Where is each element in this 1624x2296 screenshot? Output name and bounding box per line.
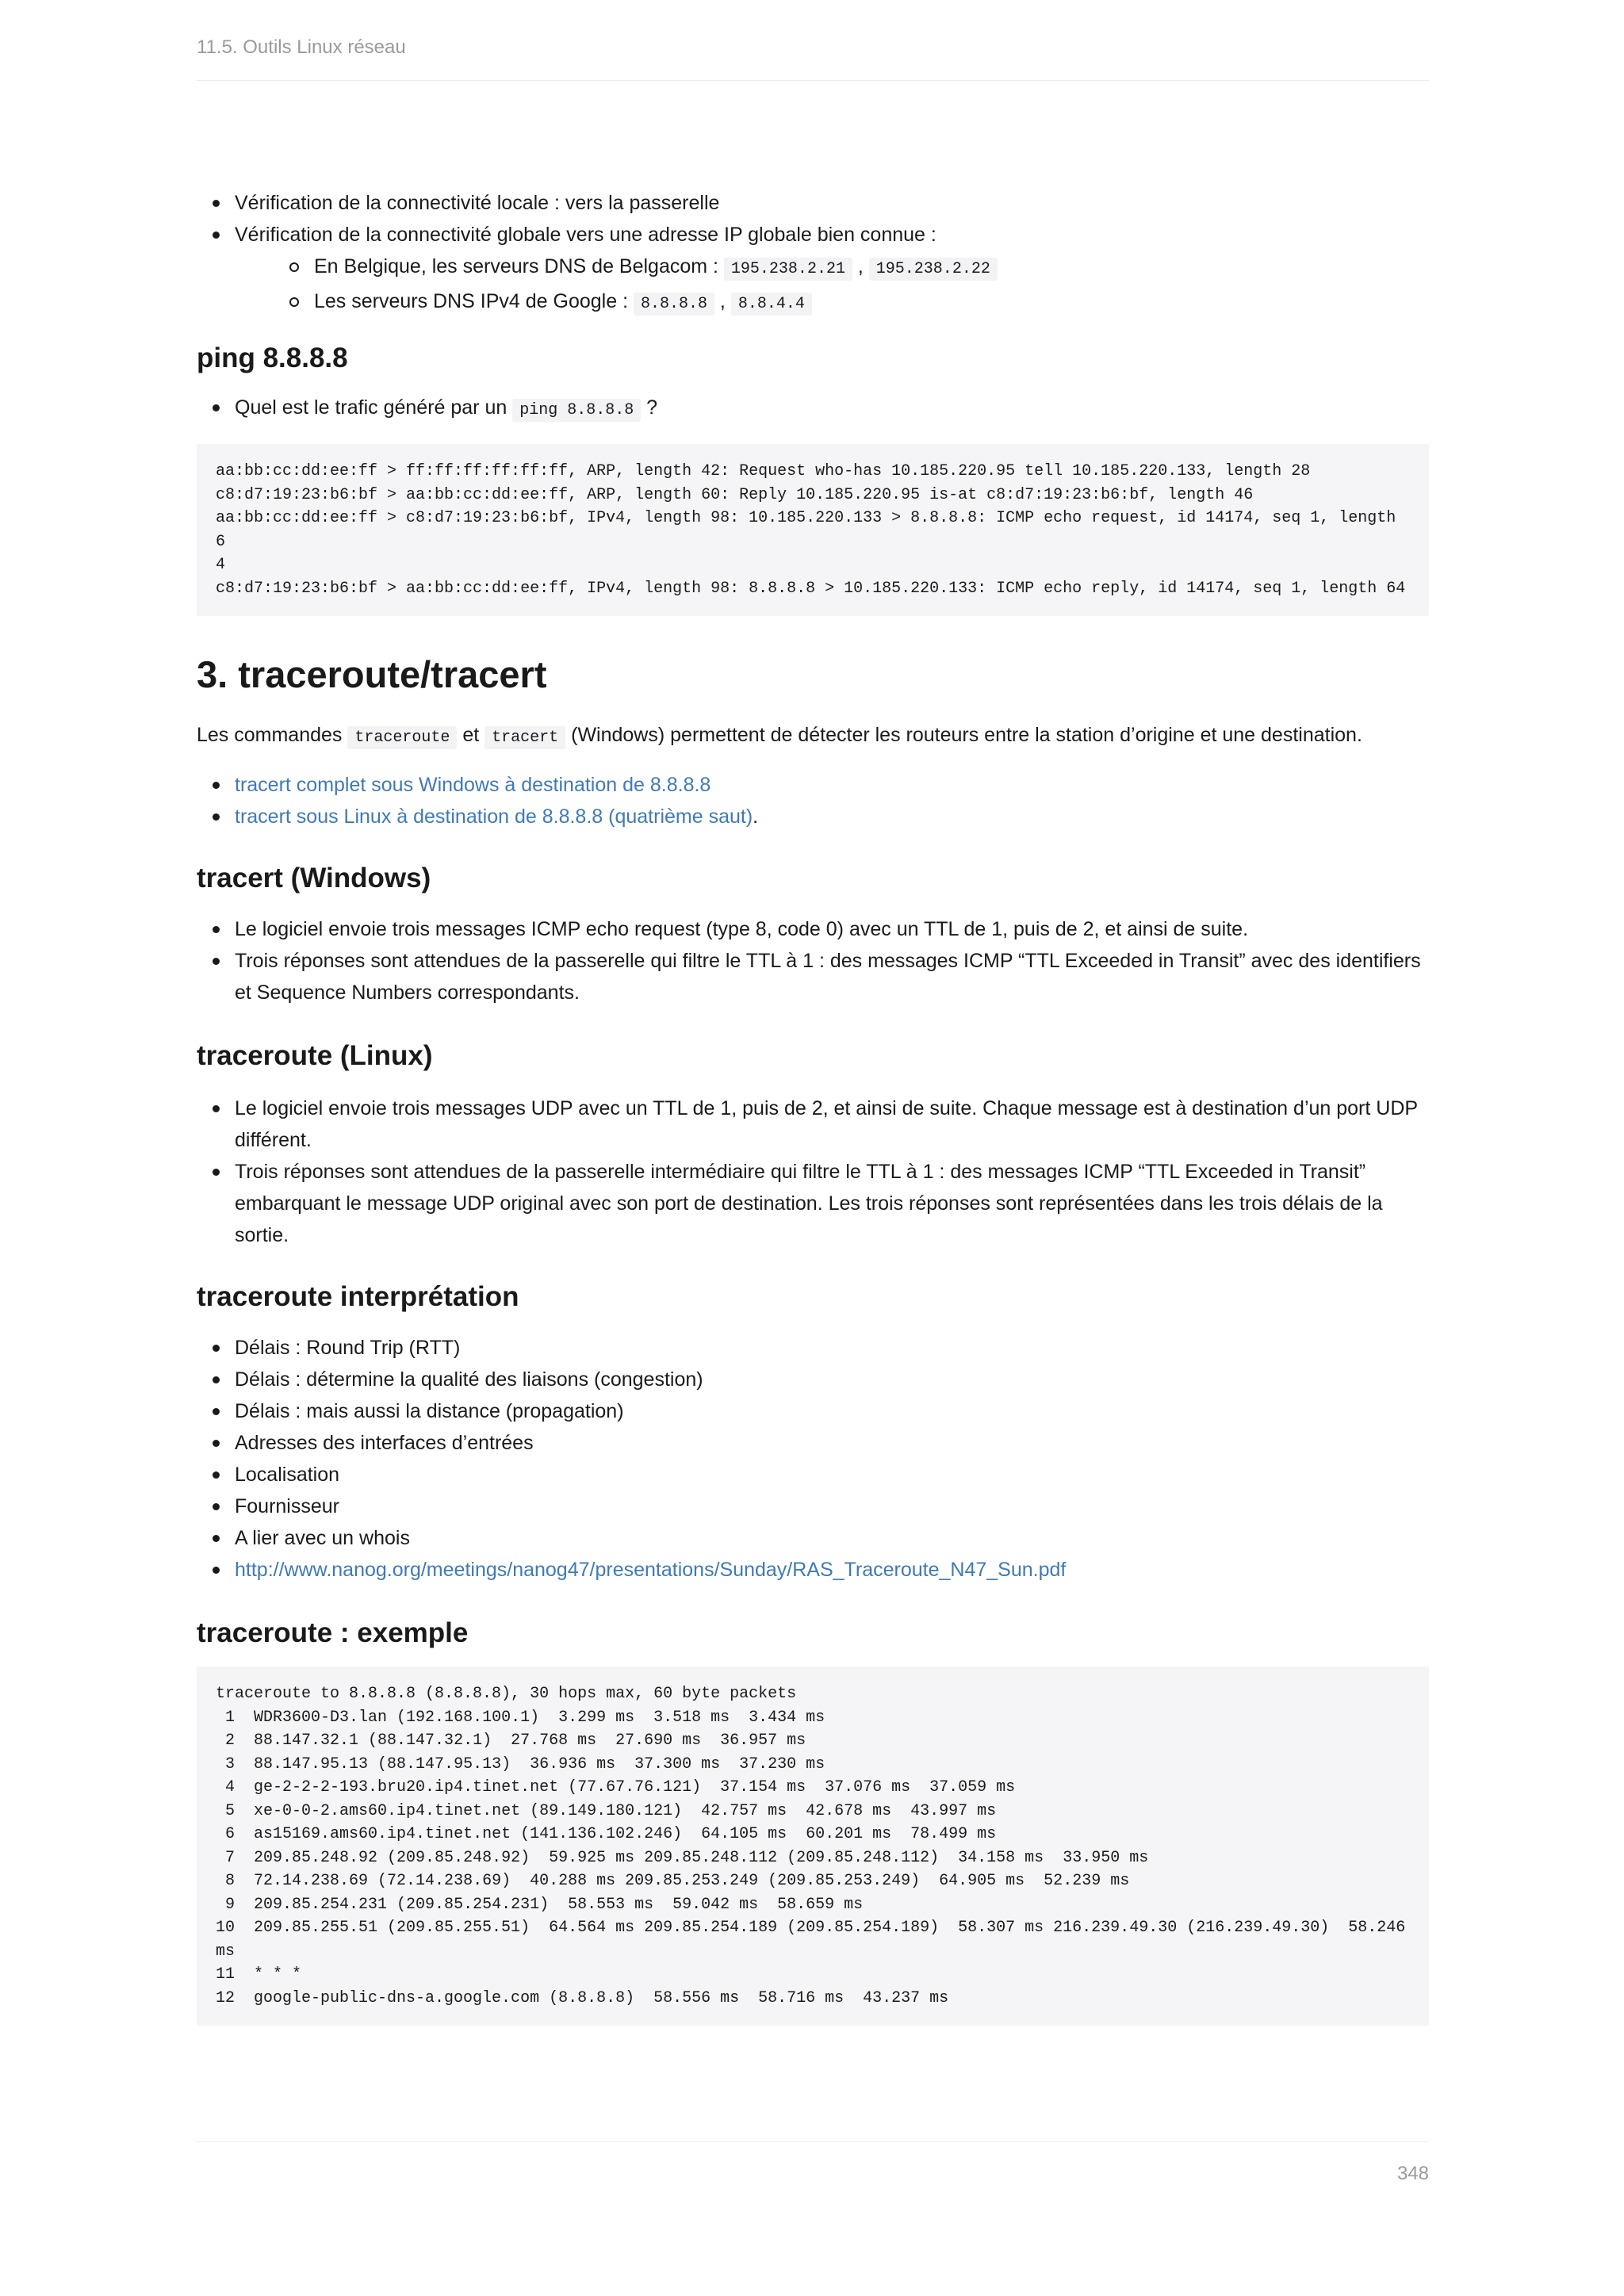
ping-capture-code-block: aa:bb:cc:dd:ee:ff > ff:ff:ff:ff:ff:ff, ARP, length 42: Request who-has 10.185.220.95 tell 10.185.220.133, length 28 c8:d7:19:23:b6:bf > aa:bb:cc:dd:ee:ff, ARP, length 60: Reply 10.185.220.95 is-at c8:d7:19:23:b6:bf, length 46 aa:bb:cc:dd:ee:ff > c8:d7:19:23:b6:bf, IPv4, length 98: 10.185.220.133 > 8.8.8.8: ICMP echo request, id 14174, seq 1, length 6 4 c8:d7:19:23:b6:bf > aa:bb:cc:dd:ee:ff, IPv4, length 98: 8.8.8.8 > 10.185.220.133: ICMP echo reply, id 14174, seq 1, length 64 xyxy=(197,444,1429,616)
list-item xyxy=(197,219,1429,320)
page-content xyxy=(197,187,1429,2026)
list-item: Adresses des interfaces d’entrées xyxy=(197,1427,1429,1459)
list-item xyxy=(197,801,1429,832)
connectivity-list xyxy=(197,187,1429,320)
header-divider xyxy=(197,80,1429,81)
tracert-links-list xyxy=(197,769,1429,832)
sub-list-text: En Belgique, les serveurs DNS de Belgacom : xyxy=(314,255,724,277)
inline-code: ping 8.8.8.8 xyxy=(512,399,641,422)
traceroute-linux-list xyxy=(197,1093,1429,1251)
tracert-windows-list xyxy=(197,913,1429,1008)
list-item: A lier avec un whois xyxy=(197,1522,1429,1554)
interpretation-heading: traceroute interprétation xyxy=(197,1281,519,1312)
list-item: Trois réponses sont attendues de la passerelle qui filtre le TTL à 1 : des messages ICMP “TTL Exceeded in Transit” avec des identifiers et Sequence Numbers correspondants. xyxy=(197,945,1429,1008)
link-suffix: . xyxy=(753,806,759,828)
page-number: 348 xyxy=(1396,2163,1429,2184)
interpretation-list xyxy=(197,1332,1429,1586)
separator: , xyxy=(852,255,869,277)
list-item xyxy=(197,392,1429,427)
inline-code: 8.8.8.8 xyxy=(634,293,714,316)
footer-divider xyxy=(197,2141,1429,2142)
list-item: Délais : Round Trip (RTT) xyxy=(197,1332,1429,1364)
running-header: 11.5. Outils Linux réseau xyxy=(197,36,406,58)
separator: , xyxy=(714,290,731,312)
list-item: Fournisseur xyxy=(197,1490,1429,1522)
intro-text: Les commandes xyxy=(197,724,348,746)
inline-code: 195.238.2.22 xyxy=(869,258,998,281)
intro-text: et xyxy=(457,724,485,746)
question-text: Quel est le trafic généré par un xyxy=(235,396,513,419)
list-item: Le logiciel envoie trois messages ICMP echo request (type 8, code 0) avec un TTL de 1, puis de 2, et ainsi de suite. xyxy=(197,913,1429,945)
sub-list-text: Les serveurs DNS IPv4 de Google : xyxy=(314,290,634,312)
inline-code: tracert xyxy=(485,726,565,749)
ping-heading: ping 8.8.8.8 xyxy=(197,342,348,373)
sub-list-item xyxy=(235,285,1429,320)
list-item xyxy=(197,1554,1429,1586)
tracert-windows-heading: tracert (Windows) xyxy=(197,863,431,894)
list-item: Localisation xyxy=(197,1459,1429,1490)
list-item: Trois réponses sont attendues de la passerelle intermédiaire qui filtre le TTL à 1 : des messages ICMP “TTL Exceeded in Transit” embarquant le message UDP original avec son port de destination. Les trois réponses sont représentées dans les trois délais de la sortie. xyxy=(197,1156,1429,1251)
sub-list-item xyxy=(235,251,1429,285)
nanog-pdf-link[interactable]: http://www.nanog.org/meetings/nanog47/presentations/Sunday/RAS_Traceroute_N47_Sun.pdf xyxy=(235,1559,1067,1581)
traceroute-example-code-block: traceroute to 8.8.8.8 (8.8.8.8), 30 hops max, 60 byte packets 1 WDR3600-D3.lan (192.168.100.1) 3.299 ms 3.518 ms 3.434 ms 2 88.147.32.1 (88.147.32.1) 27.768 ms 27.690 ms 36.957 ms 3 88.147.95.13 (88.147.95.13) 36.936 ms 37.300 ms 37.230 ms 4 ge-2-2-2-193.bru20.ip4.tinet.net (77.67.76.121) 37.154 ms 37.076 ms 37.059 ms 5 xe-0-0-2.ams60.ip4.tinet.net (89.149.180.121) 42.757 ms 42.678 ms 43.997 ms 6 as15169.ams60.ip4.tinet.net (141.136.102.246) 64.105 ms 60.201 ms 78.499 ms 7 209.85.248.92 (209.85.248.92) 59.925 ms 209.85.248.112 (209.85.248.112) 34.158 ms 33.950 ms 8 72.14.238.69 (72.14.238.69) 40.288 ms 209.85.253.249 (209.85.253.249) 64.905 ms 52.239 ms 9 209.85.254.231 (209.85.254.231) 58.553 ms 59.042 ms 58.659 ms 10 209.85.255.51 (209.85.255.51) 64.564 ms 209.85.254.189 (209.85.254.189) 58.307 ms 216.239.49.30 (216.239.49.30) 58.246 ms 11 * * * 12 google-public-dns-a.google.com (8.8.8.8) 58.556 ms 58.716 ms 43.237 ms xyxy=(197,1667,1429,2026)
dns-server-list xyxy=(235,251,1429,320)
traceroute-heading: 3. traceroute/tracert xyxy=(197,653,547,695)
tracert-linux-link[interactable]: tracert sous Linux à destination de 8.8.8.8 (quatrième saut) xyxy=(235,806,753,828)
traceroute-intro-paragraph xyxy=(197,719,1429,754)
question-end: ? xyxy=(641,396,658,419)
list-item: Délais : détermine la qualité des liaisons (congestion) xyxy=(197,1364,1429,1395)
list-item: Délais : mais aussi la distance (propagation) xyxy=(197,1395,1429,1427)
list-item: Le logiciel envoie trois messages UDP avec un TTL de 1, puis de 2, et ainsi de suite. Chaque message est à destination d’un port UDP différent. xyxy=(197,1093,1429,1156)
list-item: Vérification de la connectivité locale : vers la passerelle xyxy=(197,187,1429,219)
example-heading: traceroute : exemple xyxy=(197,1617,469,1648)
ping-question-list xyxy=(197,392,1429,427)
intro-text: (Windows) permettent de détecter les routeurs entre la station d’origine et une destination. xyxy=(565,724,1362,746)
inline-code: 195.238.2.21 xyxy=(724,258,852,281)
tracert-windows-link[interactable]: tracert complet sous Windows à destination de 8.8.8.8 xyxy=(235,774,711,796)
list-item-text: Vérification de la connectivité globale vers une adresse IP globale bien connue : xyxy=(235,224,936,246)
traceroute-linux-heading: traceroute (Linux) xyxy=(197,1040,433,1071)
inline-code: 8.8.4.4 xyxy=(731,293,812,316)
list-item xyxy=(197,769,1429,801)
inline-code: traceroute xyxy=(347,726,457,749)
